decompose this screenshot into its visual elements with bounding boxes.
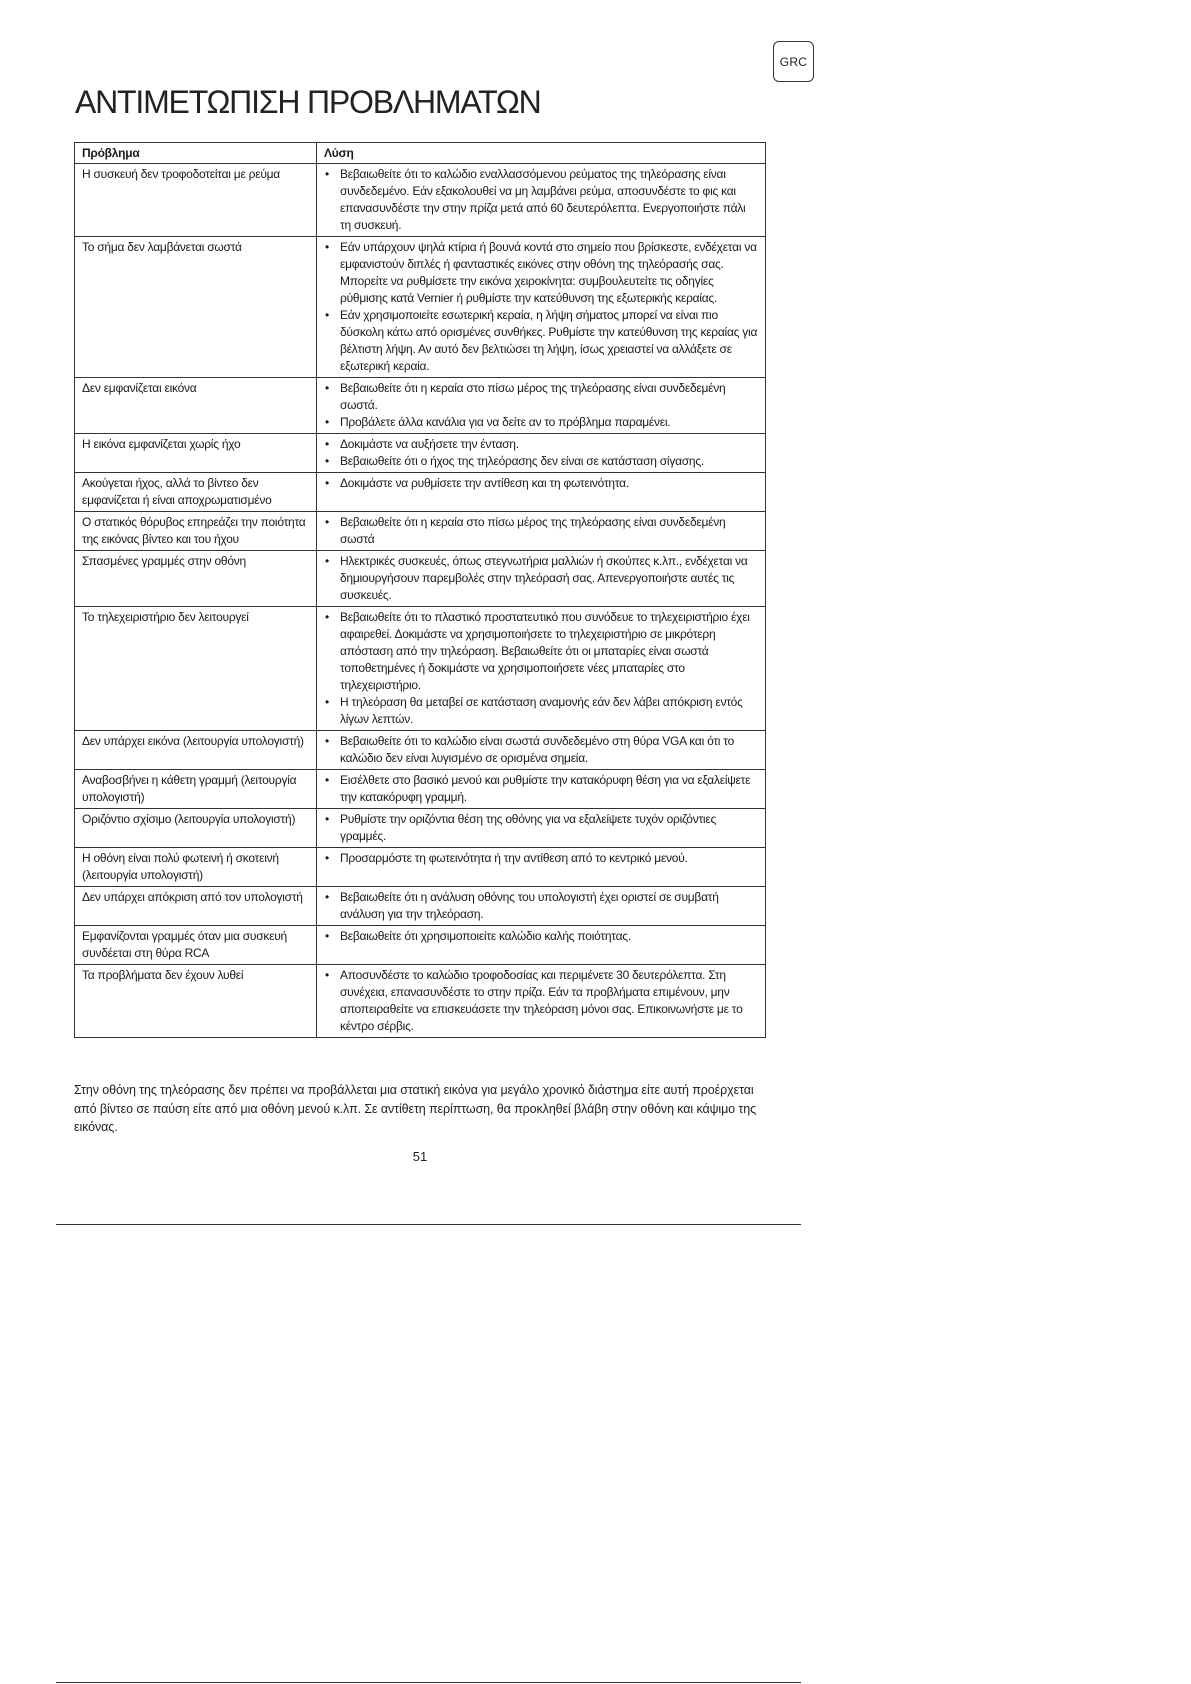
solution-list [324,380,759,431]
table-body [75,164,766,1038]
solution-item: • Βεβαιωθείτε ότι το καλώδιο είναι σωστά συνδεδεμένο στη θύρα VGA και ότι το καλώδιο δεν είναι λυγισμένο σε ορισμένα σημεία. [324,733,759,767]
table-row [75,809,766,848]
table-row [75,237,766,378]
solution-cell [317,164,766,237]
solution-list [324,967,759,1035]
language-badge-label: GRC [779,54,808,69]
solution-item: • Βεβαιωθείτε ότι ο ήχος της τηλεόρασης δεν είναι σε κατάσταση σίγασης. [324,453,759,470]
page-title: ΑΝΤΙΜΕΤΩΠΙΣΗ ΠΡΟΒΛΗΜΑΤΩΝ [75,84,541,120]
problem-cell: Ακούγεται ήχος, αλλά το βίντεο δεν εμφανίζεται ή είναι αποχρωματισμένο [75,473,317,512]
table-row [75,512,766,551]
table-row [75,378,766,434]
solution-item: • Δοκιμάστε να αυξήσετε την ένταση. [324,436,759,453]
problem-cell: Η οθόνη είναι πολύ φωτεινή ή σκοτεινή (λειτουργία υπολογιστή) [75,848,317,887]
solution-list [324,772,759,806]
solution-item: • Δοκιμάστε να ρυθμίσετε την αντίθεση και τη φωτεινότητα. [324,475,759,492]
solution-list [324,928,759,945]
solution-item: • Εισέλθετε στο βασικό μενού και ρυθμίστε την κατακόρυφη θέση για να εξαλείψετε την κατακόρυφη γραμμή. [324,772,759,806]
problem-cell: Οριζόντιο σχίσιμο (λειτουργία υπολογιστή) [75,809,317,848]
solution-list [324,475,759,492]
solution-item: • Βεβαιωθείτε ότι το καλώδιο εναλλασσόμενου ρεύματος της τηλεόρασης είναι συνδεδεμένο. Εάν εξακολουθεί να μη λαμβάνει ρεύμα, αποσυνδέστε το φις και επανασυνδέστε την στην πρίζα μετά από 60 δευτερόλεπτα. Ενεργοποιήστε πάλι τη συσκευή. [324,166,759,234]
solution-cell [317,237,766,378]
solution-cell [317,887,766,926]
problem-cell: Αναβοσβήνει η κάθετη γραμμή (λειτουργία υπολογιστή) [75,770,317,809]
solution-item: • Εάν υπάρχουν ψηλά κτίρια ή βουνά κοντά στο σημείο που βρίσκεστε, ενδέχεται να εμφανιστούν διπλές ή φανταστικές εικόνες στην οθόνη της τηλεόρασής σας. Μπορείτε να ρυθμίσετε την εικόνα χειροκίνητα: συμβουλευτείτε τις οδηγίες ρύθμισης κατά Vernier ή ρυθμίστε την κατεύθυνση της εξωτερικής κεραίας. [324,239,759,307]
solution-item: • Εάν χρησιμοποιείτε εσωτερική κεραία, η λήψη σήματος μπορεί να είναι πιο δύσκολη κάτω από ορισμένες συνθήκες. Ρυθμίστε την κατεύθυνση της κεραίας για βέλτιστη λήψη. Αν αυτό δεν βελτιώσει τη λήψη, ίσως χρειαστεί να αλλάξετε σε εξωτερική κεραία. [324,307,759,375]
solution-cell [317,551,766,607]
solution-cell [317,965,766,1038]
solution-cell [317,512,766,551]
table-row [75,887,766,926]
solution-cell [317,434,766,473]
solution-item: • Βεβαιωθείτε ότι η ανάλυση οθόνης του υπολογιστή έχει οριστεί σε συμβατή ανάλυση για την τηλεόραση. [324,889,759,923]
problem-cell: Δεν εμφανίζεται εικόνα [75,378,317,434]
problem-cell: Η εικόνα εμφανίζεται χωρίς ήχο [75,434,317,473]
solution-list [324,436,759,470]
footnote: Στην οθόνη της τηλεόρασης δεν πρέπει να προβάλλεται μια στατική εικόνα για μεγάλο χρονικό διάστημα είτε αυτή προέρχεται από βίντεο σε παύση είτε από μια οθόνη μενού κ.λπ. Σε αντίθετη περίπτωση, θα προκληθεί βλάβη στην οθόνη και κάψιμο της εικόνας. [74,1083,757,1134]
problem-cell: Δεν υπάρχει απόκριση από τον υπολογιστή [75,887,317,926]
solution-list [324,609,759,728]
solution-list [324,514,759,548]
solution-cell [317,848,766,887]
solution-cell [317,473,766,512]
solution-cell [317,809,766,848]
solution-item: • Βεβαιωθείτε ότι χρησιμοποιείτε καλώδιο καλής ποιότητας. [324,928,759,945]
table-row [75,770,766,809]
table-row [75,434,766,473]
solution-item: • Ρυθμίστε την οριζόντια θέση της οθόνης για να εξαλείψετε τυχόν οριζόντιες γραμμές. [324,811,759,845]
solution-item: • Αποσυνδέστε το καλώδιο τροφοδοσίας και περιμένετε 30 δευτερόλεπτα. Στη συνέχεια, επανασυνδέστε το στην πρίζα. Εάν τα προβλήματα επιμένουν, μην αποπειραθείτε να επισκευάσετε την τηλεόραση μόνοι σας. Επικοινωνήστε με το κέντρο σέρβις. [324,967,759,1035]
problem-cell: Το τηλεχειριστήριο δεν λειτουργεί [75,607,317,731]
divider-line [56,1224,801,1225]
solution-list [324,553,759,604]
problem-cell: Εμφανίζονται γραμμές όταν μια συσκευή συνδέεται στη θύρα RCA [75,926,317,965]
table-header-row [75,143,766,164]
page-bottom-line [56,1682,801,1683]
solution-list [324,850,759,867]
solution-list [324,166,759,234]
solution-cell [317,378,766,434]
solution-item: • Προβάλετε άλλα κανάλια για να δείτε αν το πρόβλημα παραμένει. [324,414,759,431]
solution-item: • Βεβαιωθείτε ότι η κεραία στο πίσω μέρος της τηλεόρασης είναι συνδεδεμένη σωστά [324,514,759,548]
problem-cell: Σπασμένες γραμμές στην οθόνη [75,551,317,607]
page-number: 51 [412,1149,428,1164]
solution-cell [317,770,766,809]
column-header-problem: Πρόβλημα [75,143,317,164]
solution-cell [317,607,766,731]
solution-item: • Ηλεκτρικές συσκευές, όπως στεγνωτήρια μαλλιών ή σκούπες κ.λπ., ενδέχεται να δημιουργήσουν παρεμβολές στην τηλεόρασή σας. Απενεργοποιήστε αυτές τις συσκευές. [324,553,759,604]
language-badge [773,41,814,82]
solution-item: • Προσαρμόστε τη φωτεινότητα ή την αντίθεση από το κεντρικό μενού. [324,850,759,867]
table-row [75,473,766,512]
problem-cell: Τα προβλήματα δεν έχουν λυθεί [75,965,317,1038]
solution-cell [317,731,766,770]
table-row [75,965,766,1038]
solution-cell [317,926,766,965]
problem-cell: Η συσκευή δεν τροφοδοτείται με ρεύμα [75,164,317,237]
solution-item: • Η τηλεόραση θα μεταβεί σε κατάσταση αναμονής εάν δεν λάβει απόκριση εντός λίγων λεπτών. [324,694,759,728]
solution-list [324,733,759,767]
solution-item: • Βεβαιωθείτε ότι η κεραία στο πίσω μέρος της τηλεόρασης είναι συνδεδεμένη σωστά. [324,380,759,414]
table-row [75,848,766,887]
problem-cell: Ο στατικός θόρυβος επηρεάζει την ποιότητα της εικόνας βίντεο και του ήχου [75,512,317,551]
solution-list [324,889,759,923]
problem-cell: Δεν υπάρχει εικόνα (λειτουργία υπολογιστή) [75,731,317,770]
table-row [75,926,766,965]
solution-list [324,239,759,375]
column-header-solution: Λύση [317,143,766,164]
table-row [75,607,766,731]
problem-cell: Το σήμα δεν λαμβάνεται σωστά [75,237,317,378]
solution-list [324,811,759,845]
table-row [75,164,766,237]
table-row [75,551,766,607]
troubleshooting-table [74,142,766,1038]
solution-item: • Βεβαιωθείτε ότι το πλαστικό προστατευτικό που συνόδευε το τηλεχειριστήριο έχει αφαιρεθεί. Δοκιμάστε να χρησιμοποιήσετε το τηλεχειριστήριο σε μικρότερη απόσταση από την τηλεόραση. Βεβαιωθείτε ότι οι μπαταρίες είναι σωστά τοποθετημένες ή δοκιμάστε να χρησιμοποιήσετε νέες μπαταρίες στο τηλεχειριστήριο. [324,609,759,694]
table-row [75,731,766,770]
